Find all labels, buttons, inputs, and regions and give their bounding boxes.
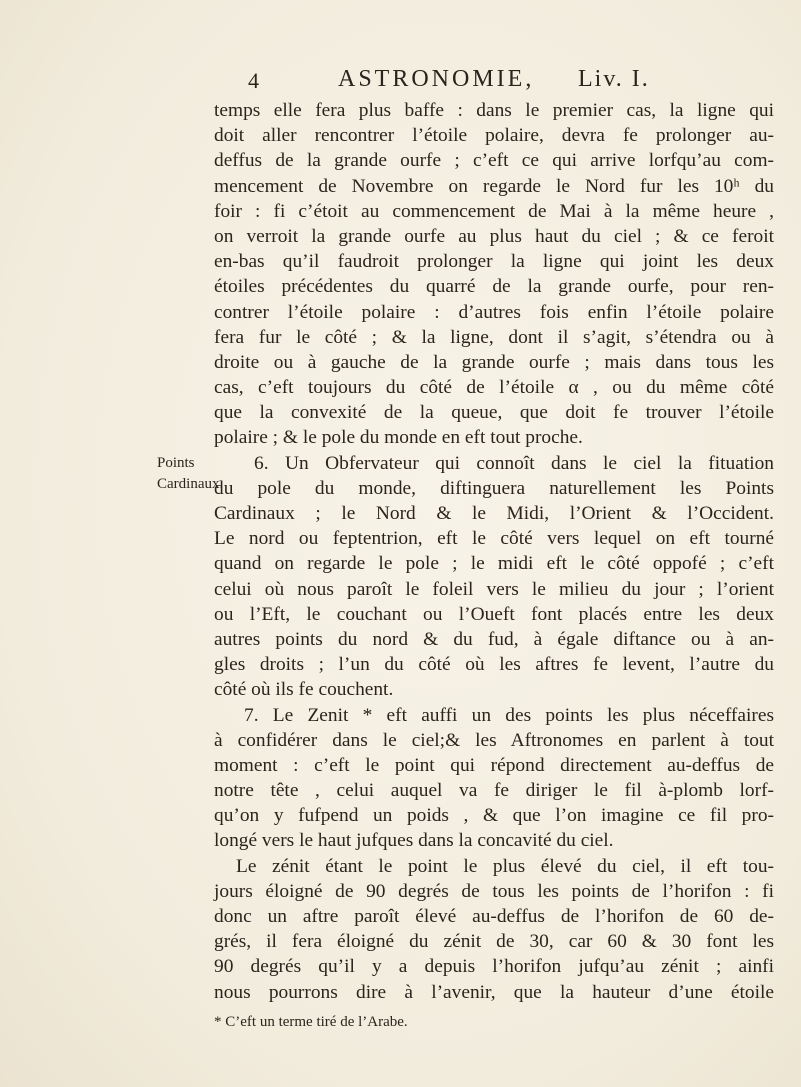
text-line: nous pourrons dire à l’avenir, que la hauteur d’une étoile (214, 981, 774, 1003)
text-line: étoiles précédentes du quarré de la grande ourfe, pour ren- (214, 276, 774, 298)
margin-note-points: Points (157, 455, 195, 471)
text-line: gles droits ; l’un du côté où les aftres fe levent, l’autre du (214, 654, 774, 676)
footnote: * C’eft un terme tiré de l’Arabe. (214, 1014, 408, 1030)
text-line: ou l’Eft, le couchant ou l’Oueft font placés entre les deux (214, 603, 774, 625)
text-line: contrer l’étoile polaire : d’autres fois enfin l’étoile polaire (214, 301, 774, 323)
margin-note-cardinaux: Cardinaux. (157, 476, 224, 492)
text-line: qu’on y fufpend un poids , & que l’on imagine ce fil pro- (214, 805, 774, 827)
text-line: Le nord ou feptentrion, eft le côté vers lequel on eft tourné (214, 528, 774, 550)
text-line: 7. Le Zenit * eft auffi un des points les plus néceffaires (244, 704, 774, 726)
text-line: mencement de Novembre on regarde le Nord fur les 10ʰ du (214, 175, 774, 197)
text-line: celui où nous paroît le foleil vers le milieu du jour ; l’orient (214, 578, 774, 600)
text-line: moment : c’eft le point qui répond directement au-deffus de (214, 754, 774, 776)
running-title: ASTRONOMIE, (338, 66, 535, 92)
text-line: à confidérer dans le ciel;& les Aftronomes en parlent à tout (214, 729, 774, 751)
text-line: que la convexité de la queue, que doit fe trouver l’étoile (214, 402, 774, 424)
text-line: en-bas qu’il faudroit prolonger la ligne qui joint les deux (214, 251, 774, 273)
text-line: Cardinaux ; le Nord & le Midi, l’Orient & l’Occident. (214, 503, 774, 524)
text-line: côté où ils fe couchent. (214, 679, 394, 701)
text-line: 90 degrés qu’il y a depuis l’horifon jufqu’au zénit ; ainfi (214, 956, 774, 978)
text-line: doit aller rencontrer l’étoile polaire, devra fe prolonger au- (214, 125, 774, 147)
text-line: quand on regarde le pole ; le midi eft le côté oppofé ; c’eft (214, 553, 774, 575)
text-line: autres points du nord & du fud, à égale diftance ou à an- (214, 628, 774, 650)
running-header (248, 66, 768, 100)
text-line: fera fur le côté ; & la ligne, dont il s’agit, s’étendra ou à (214, 326, 774, 348)
text-line: cas, c’eft toujours du côté de l’étoile α , ou du même côté (214, 377, 774, 399)
text-line: droite ou à gauche de la grande ourfe ; mais dans tous les (214, 351, 774, 373)
text-line: on verroit la grande ourfe au plus haut du ciel ; & ce feroit (214, 225, 774, 247)
text-line: Le zénit étant le point le plus élevé du ciel, il eft tou- (236, 855, 774, 877)
text-line: temps elle fera plus baffe : dans le premier cas, la ligne qui (214, 100, 774, 121)
text-line: donc un aftre paroît élevé au-deffus de l’horifon de 60 de- (214, 906, 774, 927)
page-number: 4 (248, 68, 260, 93)
text-line: 6. Un Obfervateur qui connoît dans le ciel la fituation (254, 452, 774, 474)
text-line: du pole du monde, diftinguera naturellement les Points (214, 477, 774, 499)
book-number: Liv. I. (578, 66, 650, 92)
body-text (214, 98, 774, 1005)
text-line: deffus de la grande ourfe ; c’eft ce qui arrive lorfqu’au com- (214, 150, 774, 172)
text-line: notre tête , celui auquel va fe diriger le fil à-plomb lorf- (214, 780, 774, 802)
text-line: polaire ; & le pole du monde en eft tout proche. (214, 427, 583, 449)
text-line: grés, il fera éloigné du zénit de 30, car 60 & 30 font les (214, 931, 774, 953)
text-line: jours éloigné de 90 degrés de tous les points de l’horifon : fi (214, 880, 774, 902)
text-line: longé vers le haut jufques dans la concavité du ciel. (214, 830, 614, 852)
text-line: foir : fi c’étoit au commencement de Mai à la même heure , (214, 200, 774, 222)
